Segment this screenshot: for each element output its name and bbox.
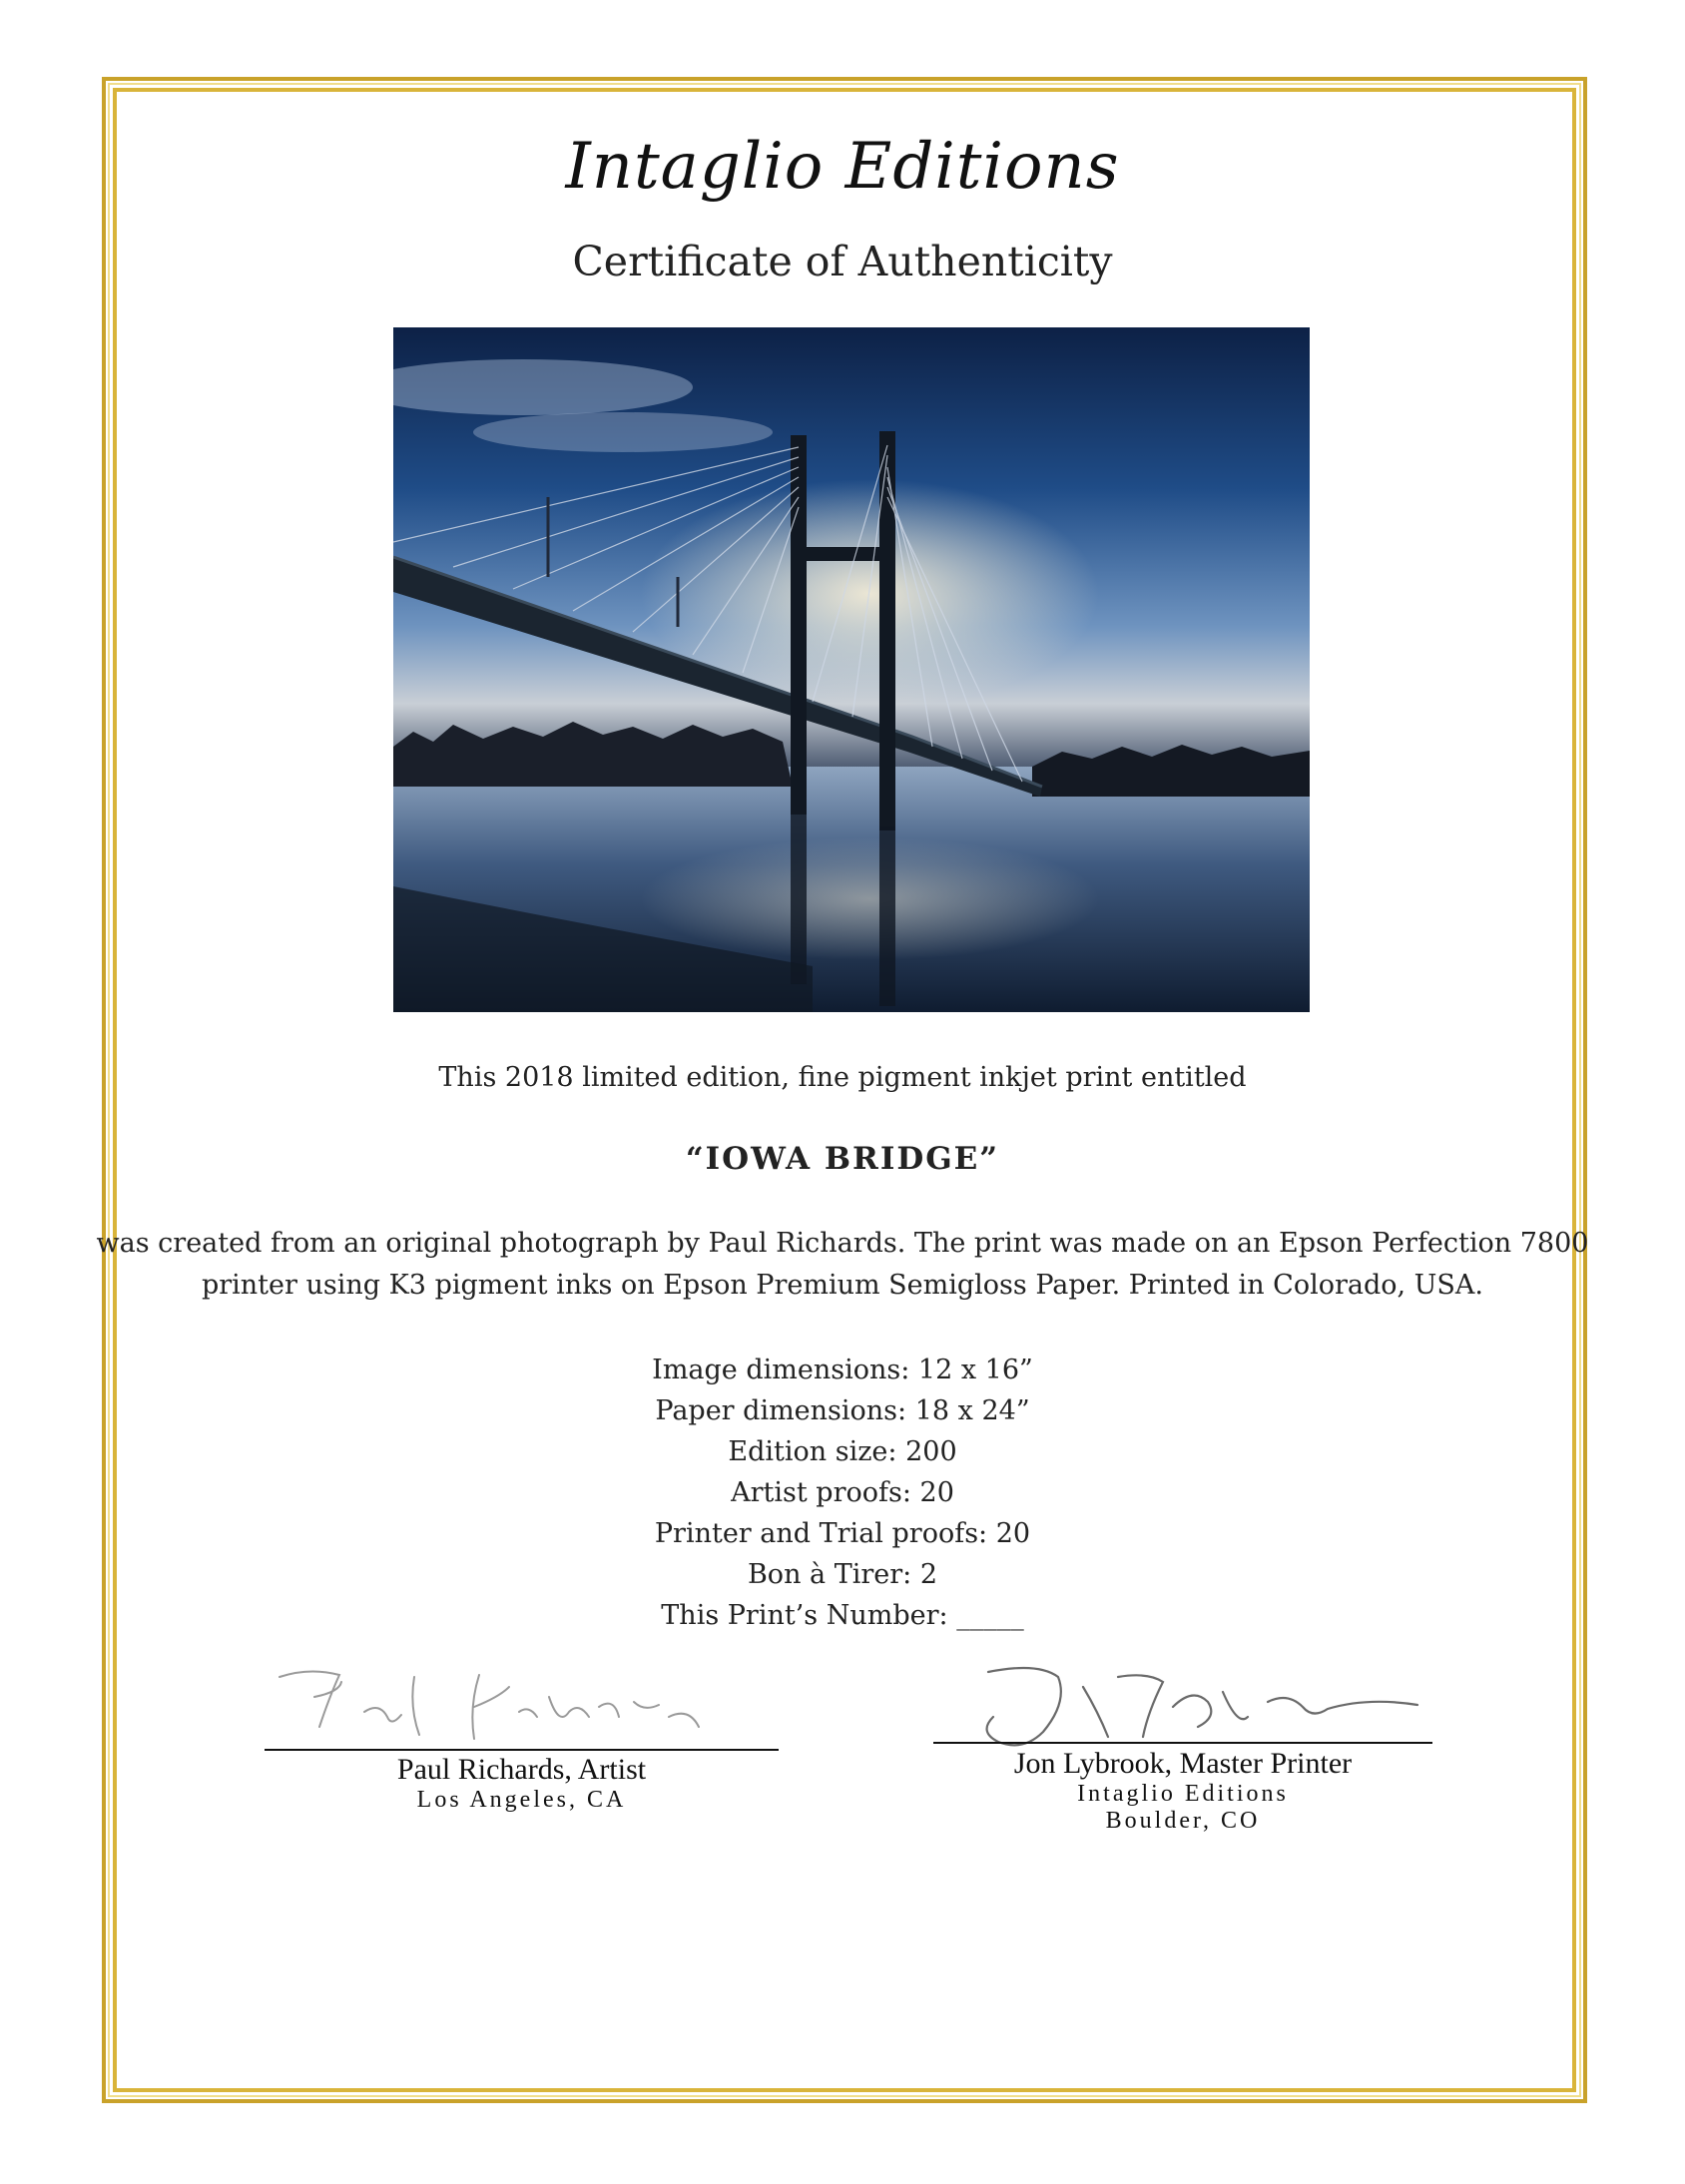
artist-location: Los Angeles, CA — [416, 1787, 627, 1813]
spec-printer-trial-proofs: Printer and Trial proofs: 20 — [654, 1518, 1031, 1549]
printer-signature-block — [933, 1747, 1432, 1835]
intro-text: This 2018 limited edition, fine pigment inkjet print entitled — [438, 1062, 1247, 1093]
description-line-2: printer using K3 pigment inks on Epson Premium Semigloss Paper. Printed in Colorado, USA. — [201, 1270, 1484, 1301]
spec-print-number: This Print’s Number: _____ — [661, 1600, 1024, 1631]
spec-bon-a-tirer: Bon à Tirer: 2 — [747, 1559, 938, 1590]
spec-edition-size: Edition size: 200 — [728, 1436, 957, 1467]
spec-image-dimensions: Image dimensions: 12 x 16” — [652, 1355, 1033, 1385]
spec-paper-dimensions: Paper dimensions: 18 x 24” — [655, 1395, 1030, 1426]
artist-signature-block — [265, 1753, 779, 1814]
certificate-title: Certificate of Authenticity — [572, 238, 1113, 285]
brand-title: Intaglio Editions — [565, 130, 1120, 204]
print-title: “IOWA BRIDGE” — [685, 1141, 1000, 1177]
artist-name: Paul Richards, Artist — [396, 1753, 647, 1786]
specs-list — [0, 1350, 1685, 1636]
printer-location: Boulder, CO — [1105, 1808, 1261, 1834]
printer-name: Jon Lybrook, Master Printer — [1013, 1747, 1353, 1780]
printer-company: Intaglio Editions — [1077, 1781, 1289, 1807]
artist-signature — [270, 1657, 729, 1757]
artist-signature-line — [265, 1749, 779, 1751]
printer-signature-line — [933, 1742, 1432, 1744]
bridge-photo — [393, 327, 1310, 1012]
spec-artist-proofs: Artist proofs: 20 — [731, 1477, 954, 1508]
description-line-1: was created from an original photograph by Paul Richards. The print was made on an Epson Perfection 7800 — [96, 1228, 1589, 1259]
